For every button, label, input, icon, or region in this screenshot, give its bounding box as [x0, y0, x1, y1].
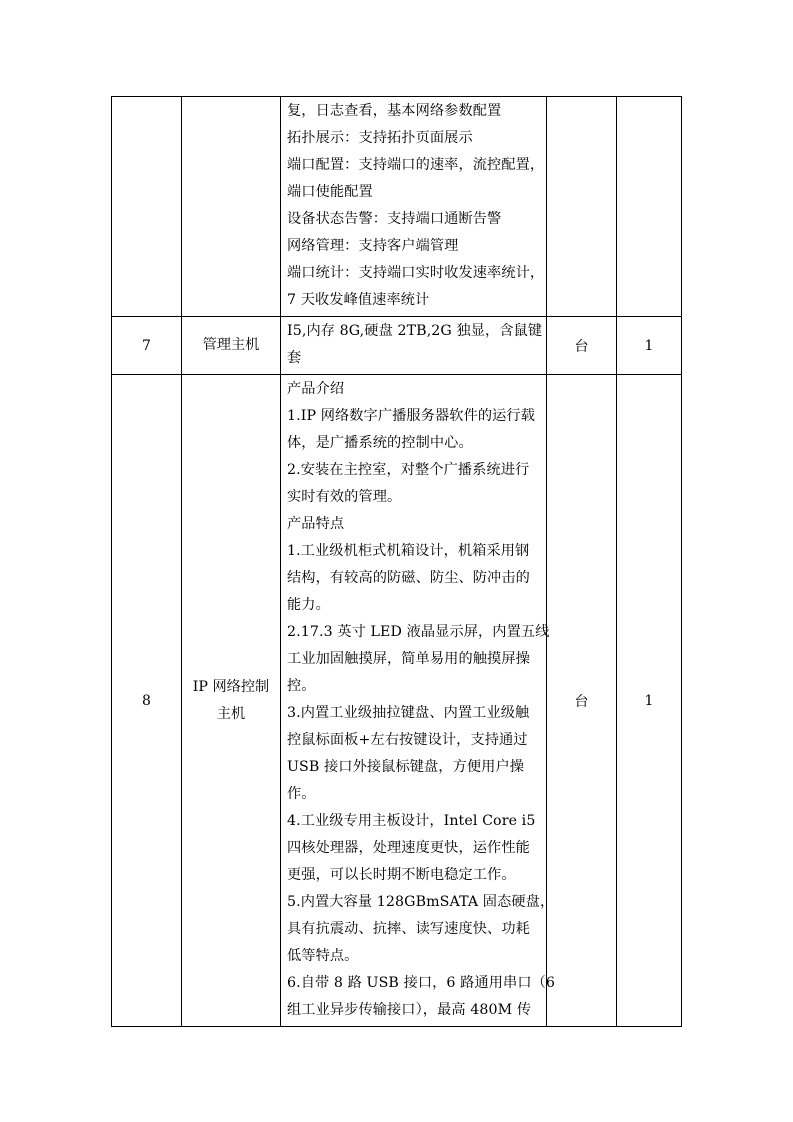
row-number-cell: 8	[112, 375, 182, 1027]
spec-line: 2.安装在主控室，对整个广播系统进行	[287, 462, 530, 478]
spec-line: 1.工业级机柜式机箱设计，机箱采用钢	[287, 543, 530, 559]
spec-line: 拓扑展示：支持拓扑页面展示	[287, 130, 473, 146]
spec-line: 组工业异步传输接口），最高 480M 传	[287, 1002, 532, 1018]
spec-line: 复，日志查看，基本网络参数配置	[287, 103, 502, 119]
spec-line: 能力。	[287, 597, 330, 613]
spec-cell	[281, 317, 547, 375]
spec-line: 产品特点	[287, 516, 345, 532]
unit-cell: 台	[547, 375, 617, 1027]
spec-line: 结构，有较高的防磁、防尘、防冲击的	[287, 570, 530, 586]
spec-line: 设备状态告警：支持端口通断告警	[287, 211, 502, 227]
spec-line: 低等特点。	[287, 948, 359, 964]
spec-line: 2.17.3 英寸 LED 液晶显示屏，内置五线	[287, 624, 550, 640]
item-name-cell	[182, 97, 281, 317]
spec-cell	[281, 375, 556, 1027]
spec-line: 具有抗震动、抗摔、读写速度快、功耗	[287, 921, 530, 937]
spec-line: 端口统计：支持端口实时收发速率统计，	[287, 265, 545, 281]
spec-line: 6.自带 8 路 USB 接口，6 路通用串口（6	[287, 975, 556, 991]
table-row	[112, 317, 682, 375]
spec-line: USB 接口外接鼠标键盘，方便用户操	[287, 759, 525, 775]
spec-cell	[281, 97, 547, 317]
quantity-cell: 1	[617, 317, 682, 375]
spec-line: 7 天收发峰值速率统计	[287, 292, 430, 308]
table-row	[112, 97, 682, 317]
spec-line: 端口使能配置	[287, 184, 373, 200]
spec-line: 作。	[287, 786, 316, 802]
spec-line: 端口配置：支持端口的速率，流控配置，	[287, 157, 545, 173]
quantity-cell	[617, 97, 682, 317]
spec-line: 4.工业级专用主板设计，Intel Core i5	[287, 813, 536, 829]
spec-line: 实时有效的管理。	[287, 489, 402, 505]
item-name-cell	[182, 317, 281, 375]
spec-line: 体，是广播系统的控制中心。	[287, 435, 473, 451]
item-name-cell	[182, 375, 281, 1027]
item-name-line: IP 网络控制	[192, 678, 270, 695]
item-name-line: 管理主机	[202, 337, 260, 353]
spec-line: 控。	[287, 678, 316, 694]
unit-cell: 台	[547, 317, 617, 375]
spec-line: 1.IP 网络数字广播服务器软件的运行载	[287, 408, 536, 424]
spec-line: 5.内置大容量 128GBmSATA 固态硬盘，	[287, 894, 555, 910]
quantity-cell: 1	[617, 375, 682, 1027]
spec-line: 工业加固触摸屏，简单易用的触摸屏操	[287, 651, 530, 667]
row-number-cell	[112, 97, 182, 317]
unit-cell	[547, 97, 617, 317]
spec-line: 3.内置工业级抽拉键盘、内置工业级触	[287, 705, 530, 721]
spec-line: 套	[287, 350, 302, 366]
equipment-spec-table	[111, 96, 682, 1027]
item-name-line: 主机	[216, 705, 246, 722]
spec-line: 网络管理：支持客户端管理	[287, 238, 459, 254]
spec-line: I5,内存 8G,硬盘 2TB,2G 独显，含鼠键	[287, 323, 543, 339]
spec-line: 四核处理器，处理速度更快，运作性能	[287, 840, 530, 856]
spec-line: 更强，可以长时期不断电稳定工作。	[287, 867, 516, 883]
spec-line: 产品介绍	[287, 381, 345, 397]
row-number-cell: 7	[112, 317, 182, 375]
spec-line: 控鼠标面板+左右按键设计，支持通过	[287, 732, 528, 748]
table-row	[112, 375, 682, 1027]
